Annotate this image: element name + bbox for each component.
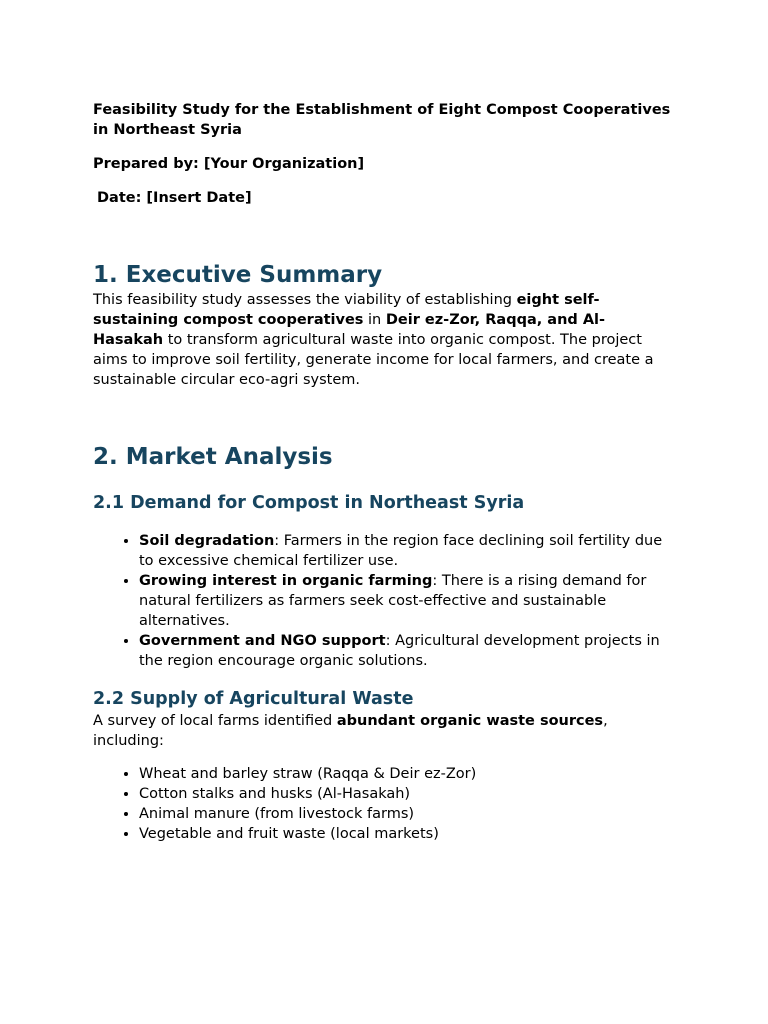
list-item xyxy=(139,631,673,671)
demand-text: : There is a rising demand for natural fertilizers as farmers seek cost-effective and sustainable alternatives. xyxy=(139,573,647,629)
prepared-by: Prepared by: [Your Organization] xyxy=(93,156,365,172)
supply-intro-text-2: , including: xyxy=(93,713,608,749)
executive-summary-heading: 1. Executive Summary xyxy=(93,262,383,288)
list-item: • Wheat and barley straw (Raqqa & Deir ez-Zor) xyxy=(139,764,673,784)
list-item xyxy=(139,531,673,571)
document-title: Feasibility Study for the Establishment of Eight Compost Cooperatives in Northeast Syria xyxy=(93,102,671,138)
exec-text-1: This feasibility study assesses the viability of establishing xyxy=(93,292,517,308)
demand-heading: 2.1 Demand for Compost in Northeast Syria xyxy=(93,493,525,513)
list-item xyxy=(139,571,673,631)
demand-text: : Farmers in the region face declining soil fertility due to excessive chemical fertilizer use. xyxy=(139,533,663,569)
demand-term: Government and NGO support xyxy=(139,633,386,649)
list-item: • Cotton stalks and husks (Al-Hasakah) xyxy=(139,784,673,804)
supply-list xyxy=(93,764,673,844)
exec-text-2: in xyxy=(363,312,386,328)
exec-bold-2: Deir ez-Zor, Raqqa, and Al-Hasakah xyxy=(93,312,606,348)
market-analysis-heading: 2. Market Analysis xyxy=(93,444,333,470)
exec-bold-1: eight self-sustaining compost cooperatives xyxy=(93,292,600,328)
list-item: • Animal manure (from livestock farms) xyxy=(139,804,673,824)
executive-summary-paragraph xyxy=(93,290,673,390)
document-date: Date: [Insert Date] xyxy=(97,190,252,206)
supply-intro-text-1: A survey of local farms identified xyxy=(93,713,337,729)
supply-intro xyxy=(93,711,673,751)
list-item: • Vegetable and fruit waste (local markets) xyxy=(139,824,673,844)
demand-term: Growing interest in organic farming xyxy=(139,573,433,589)
exec-text-3: to transform agricultural waste into organic compost. The project aims to improve soil fertility, generate income for local farmers, and create a sustainable circular eco-agri system. xyxy=(93,332,654,388)
supply-heading: 2.2 Supply of Agricultural Waste xyxy=(93,689,414,709)
demand-term: Soil degradation xyxy=(139,533,275,549)
demand-text: : Agricultural development projects in the region encourage organic solutions. xyxy=(139,633,660,669)
document-page xyxy=(93,100,673,844)
demand-list xyxy=(93,531,673,671)
supply-intro-bold: abundant organic waste sources xyxy=(336,713,604,729)
